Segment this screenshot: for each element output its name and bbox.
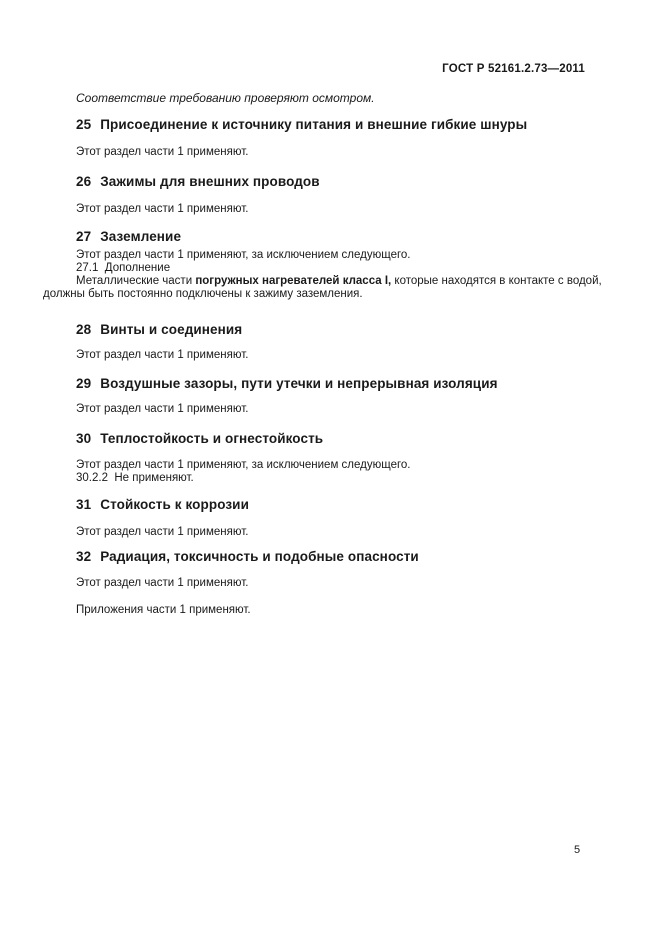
- section-title: Воздушные зазоры, пути утечки и непрерывная изоляция: [100, 376, 498, 391]
- subclause-27-1: 27.1 Дополнение: [76, 262, 171, 274]
- section-number: 32: [76, 549, 92, 564]
- paragraph-text: должны быть постоянно подключены к зажиму заземления.: [43, 288, 363, 300]
- section-31-body: [43, 526, 621, 539]
- section-heading-32: [76, 549, 419, 565]
- paragraph-text: Металлические части: [76, 275, 196, 287]
- section-number: 30: [76, 431, 92, 446]
- section-title: Радиация, токсичность и подобные опасности: [100, 549, 419, 564]
- subclause-30-2-2: 30.2.2 Не применяют.: [76, 472, 194, 484]
- section-27-body: [43, 249, 621, 301]
- section-number: 31: [76, 497, 92, 512]
- clause-27-addition-paragraph: [43, 275, 621, 301]
- section-title: Заземление: [100, 229, 182, 244]
- paragraph: Приложения части 1 применяют.: [76, 604, 251, 616]
- paragraph: Этот раздел части 1 применяют, за исключением следующего.: [76, 459, 411, 471]
- section-25-body: [43, 146, 621, 159]
- paragraph: Этот раздел части 1 применяют.: [76, 577, 249, 589]
- section-heading-25: [76, 117, 527, 133]
- section-title: Зажимы для внешних проводов: [100, 174, 320, 189]
- section-30-body: [43, 459, 621, 485]
- section-28-body: [43, 349, 621, 362]
- section-26-body: [43, 203, 621, 216]
- section-heading-28: [76, 322, 242, 338]
- section-number: 28: [76, 322, 92, 337]
- paragraph: Этот раздел части 1 применяют.: [76, 526, 249, 538]
- bold-term: погружных нагревателей класса I,: [195, 275, 392, 287]
- paragraph: Этот раздел части 1 применяют.: [76, 203, 249, 215]
- section-title: Присоединение к источнику питания и внешние гибкие шнуры: [100, 117, 528, 132]
- paragraph: Этот раздел части 1 применяют.: [76, 403, 249, 415]
- running-header: ГОСТ Р 52161.2.73—2011: [442, 63, 585, 75]
- section-number: 25: [76, 117, 92, 132]
- compliance-note: Соответствие требованию проверяют осмотром.: [76, 91, 375, 105]
- paragraph: Этот раздел части 1 применяют.: [76, 146, 249, 158]
- section-title: Стойкость к коррозии: [100, 497, 249, 512]
- section-heading-30: [76, 431, 323, 447]
- section-number: 26: [76, 174, 92, 189]
- section-heading-29: [76, 376, 498, 392]
- section-heading-26: [76, 174, 320, 190]
- paragraph: Этот раздел части 1 применяют.: [76, 349, 249, 361]
- section-number: 29: [76, 376, 92, 391]
- section-32-body: [43, 577, 621, 590]
- section-title: Теплостойкость и огнестойкость: [100, 431, 324, 446]
- section-heading-27: [76, 229, 181, 245]
- page-number: 5: [574, 844, 581, 856]
- section-number: 27: [76, 229, 92, 244]
- paragraph: Этот раздел части 1 применяют, за исключением следующего.: [76, 249, 411, 261]
- section-heading-31: [76, 497, 249, 513]
- closing-paragraph: [43, 604, 621, 617]
- section-title: Винты и соединения: [100, 322, 243, 337]
- paragraph-text: которые находятся в контакте с водой,: [391, 275, 602, 287]
- section-29-body: [43, 403, 621, 416]
